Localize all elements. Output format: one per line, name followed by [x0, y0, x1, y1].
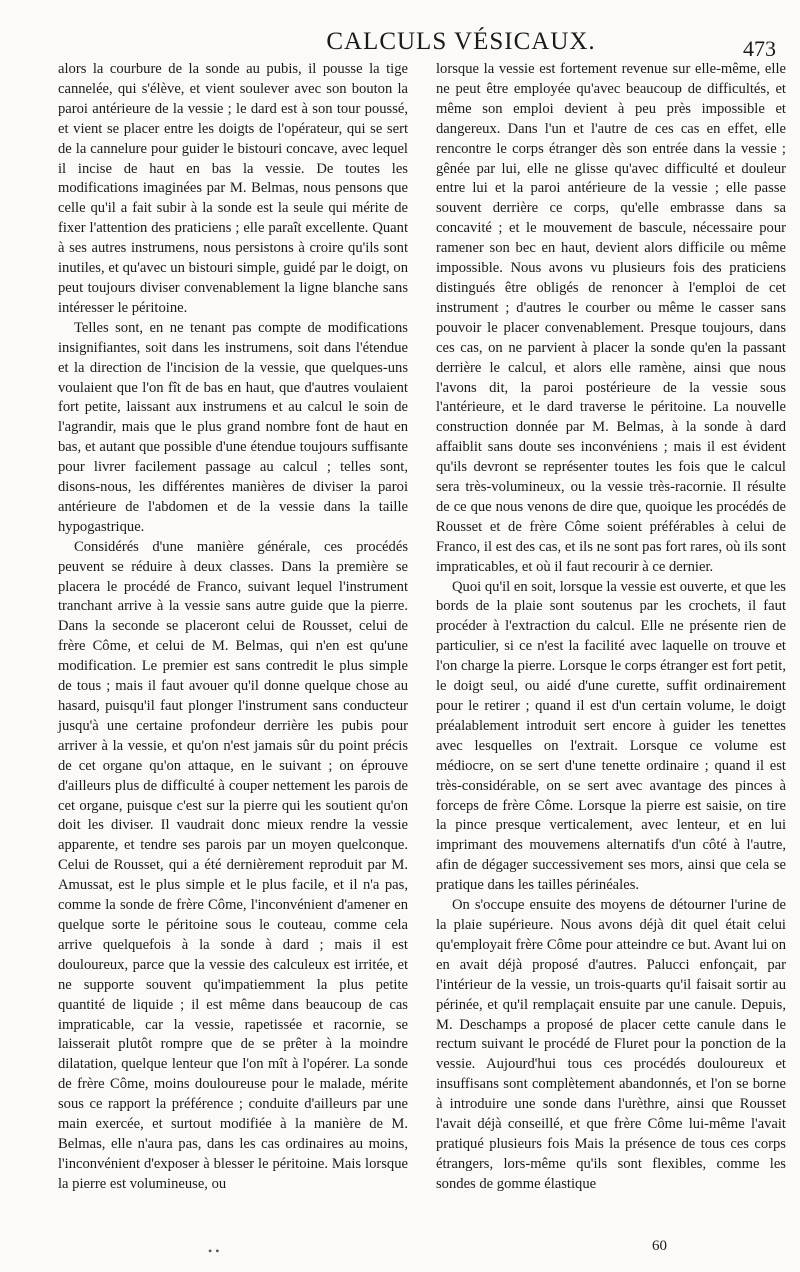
paragraph: Telles sont, en ne tenant pas compte de modifications insignifiantes, soit dans les instrumens, soit dans l'étendue et la direction de l'incision de la vessie, que quelques-uns voulaient que l'on fît de bas en haut, que d'autres voulaient fort petite, laissant aux instrumens et au calcul le soin de l'agrandir, mais que le plus grand nombre font de haut en bas, et autant que possible d'une étendue toujours suffisante pour livrer facilement passage au calcul ; telles sont, disons-nous, les différentes manières de diviser la paroi antérieure de l'abdomen et de la vessie dans la taille hypogastrique. [58, 319, 408, 535]
paragraph: lorsque la vessie est fortement revenue sur elle-même, elle ne peut être employée qu'avec beaucoup de difficultés, et même son emploi devient à peu près impossible et dangereux. Dans l'un et l'autre de ces cas en effet, elle rencontre le corps étranger dès son entrée dans la vessie ; gênée par lui, elle ne glisse qu'avec difficulté et douleur entre lui et la paroi antérieure de la vessie ; elle passe souvent derrière ce corps, qu'elle embrasse dans sa concavité ; et le mouvement de bascule, nécessaire pour ramener son bec en haut, devient alors difficile ou même impossible. Nous avons vu plusieurs fois des praticiens distingués être obligés de renoncer à l'emploi de cet instrument ; d'autres le courber ou même le casser sans pouvoir le placer convenablement. Presque toujours, dans ces cas, on ne parvient à placer la sonde qu'en la passant derrière le calcul, et alors elle ramène, ainsi que nous l'avons dit, la paroi postérieure de la vessie sous l'antérieure, et le dard traverse le péritoine. La nouvelle construction donnée par M. Belmas, à la sonde à dard affaiblit sans doute ses inconvéniens ; mais il est évident qu'ils devront se représenter toutes les fois que le calcul sera très-volumineux, ou la vessie très-racornie. Il résulte de ce que nous venons de dire que, quoique les procédés de Rousset et de frère Côme soient préférables à celui de Franco, il est des cas, et ils ne sont pas fort rares, où ils sont impraticables, et où il faut recourir à ce dernier. [436, 61, 786, 575]
running-title: CALCULS VÉSICAUX. [326, 28, 596, 55]
right-column [436, 60, 786, 1195]
left-column [58, 60, 408, 1195]
paragraph: On s'occupe ensuite des moyens de détourner l'urine de la plaie supérieure. Nous avons déjà dit quel était celui qu'employait frère Côme pour atteindre ce but. Avant lui on en avait déjà proposé d'autres. Palucci enfonçait, par l'intérieur de la vessie, un trois-quarts qu'il faisait sortir au périnée, et qu'il remplaçait ensuite par une canule. Depuis, M. Deschamps a proposé de placer cette canule dans le rectum suivant le procédé de Fluret pour la ponction de la vessie. Aujourd'hui tous ces procédés douloureux et insuffisans sont complètement abandonnés, et l'on se borne à introduire une sonde dans l'urèthre, ainsi que Rousset l'avait déjà conseillé, et que frère Côme lui-même l'avait pratiqué plusieurs fois Mais la présence de tous ces corps étrangers, lors-même qu'ils sont flexibles, comme les sondes de gomme élastique [436, 897, 786, 1192]
paragraph: Quoi qu'il en soit, lorsque la vessie est ouverte, et que les bords de la plaie sont soutenus par les crochets, il faut procéder à l'extraction du calcul. Elle ne présente rien de particulier, si ce n'est la facilité avec laquelle on trouve et l'on charge la pierre. Lorsque le corps étranger est fort petit, le doigt seul, ou aidé d'une curette, suffit ordinairement pour le retirer ; quand il est d'un certain volume, le doigt préalablement introduit sert encore à guider les tenettes avec lesquelles on l'extrait. Lorsque ce volume est médiocre, on se sert d'une tenette ordinaire ; quand il est très-considérable, on se sert avec avantage des pinces à forceps de frère Côme. Lorsque la pierre est saisie, on tire la pince presque verticalement, avec lenteur, et en lui imprimant des mouvemens alternatifs d'un côté à l'autre, afin de dégager successivement ses mors, ainsi que cela se pratique dans les tailles périnéales. [436, 578, 786, 894]
page-number: 473 [743, 36, 776, 61]
signature-mark: 60 [652, 1238, 667, 1254]
paragraph: Considérés d'une manière générale, ces procédés peuvent se réduire à deux classes. Dans la première se placera le procédé de Franco, suivant lequel l'instrument tranchant arrive à la vessie sans autre guide que la pierre. Dans la seconde se placeront celui de Rousset, celui de frère Côme, et celui de M. Belmas, qui n'en est qu'une modification. Le premier est sans contredit le plus simple de tous ; mais il faut avouer qu'il donne quelque chose au hasard, puisqu'il faut plonger l'instrument sans conducteur jusqu'à une certaine profondeur derrière les pubis pour arriver à la vessie, et qu'on n'est jamais sûr du point précis de cet organe qu'on attaque, en le suivant ; on éprouve d'ailleurs plus de difficulté à couper nettement les parois de cet organe, puisque c'est sur la pierre qui les soutient qu'on doit les diviser. Il vaudrait donc mieux rendre la vessie apparente, et tendre ses parois par un moyen quelconque. Celui de Rousset, qui a été dernièrement reproduit par M. Amussat, est le plus simple et le plus facile, et il n'a pas, comme la sonde de frère Côme, l'inconvénient d'amener en quelque sorte le péritoine sous le couteau, comme cela arrive quelquefois à la sonde à dard ; mais il est douloureux, parce que la vessie des calculeux est irritée, et ne supporte souvent qu'impatiemment la plus petite quantité de liquide ; il est même dans beaucoup de cas impraticable, car la vessie, rapetissée et racornie, se laisserait plutôt rompre que de se prêter à la moindre dilatation, quelque lenteur que l'on mît à l'opérer. La sonde de frère Côme, moins douloureuse pour le malade, mérite sous ce rapport la préférence ; conduite d'ailleurs par une main exercée, et surtout modifiée à la manière de M. Belmas, elle n'aura pas, dans les cas ordinaires au moins, l'inconvénient d'exposer à blesser le péritoine. Mais lorsque la pierre est volumineuse, ou [58, 538, 408, 1192]
text-columns [58, 60, 786, 1195]
paragraph: alors la courbure de la sonde au pubis, il pousse la tige cannelée, qui s'élève, et vient soulever avec son bouton la paroi antérieure de la vessie ; le dard est à son tour poussé, et vient se placer entre les doigts de l'opérateur, qui se sert de la cannelure pour guider le bistouri concave, avec lequel il incise de haut en bas la vessie. De toutes les modifications imaginées par M. Belmas, nous pensons que celle qu'il a fait subir à la sonde est la seule qui mérite de fixer l'attention des praticiens ; elle paraît excellente. Quant à ses autres instrumens, nous persistons à croire qu'ils sont inutiles, et qu'avec un bistouri simple, guidé par le doigt, on peut toujours diviser convenablement la ligne blanche sans intéresser le péritoine. [58, 61, 408, 316]
running-head [60, 22, 782, 62]
printer-marks: • • [208, 1244, 220, 1258]
